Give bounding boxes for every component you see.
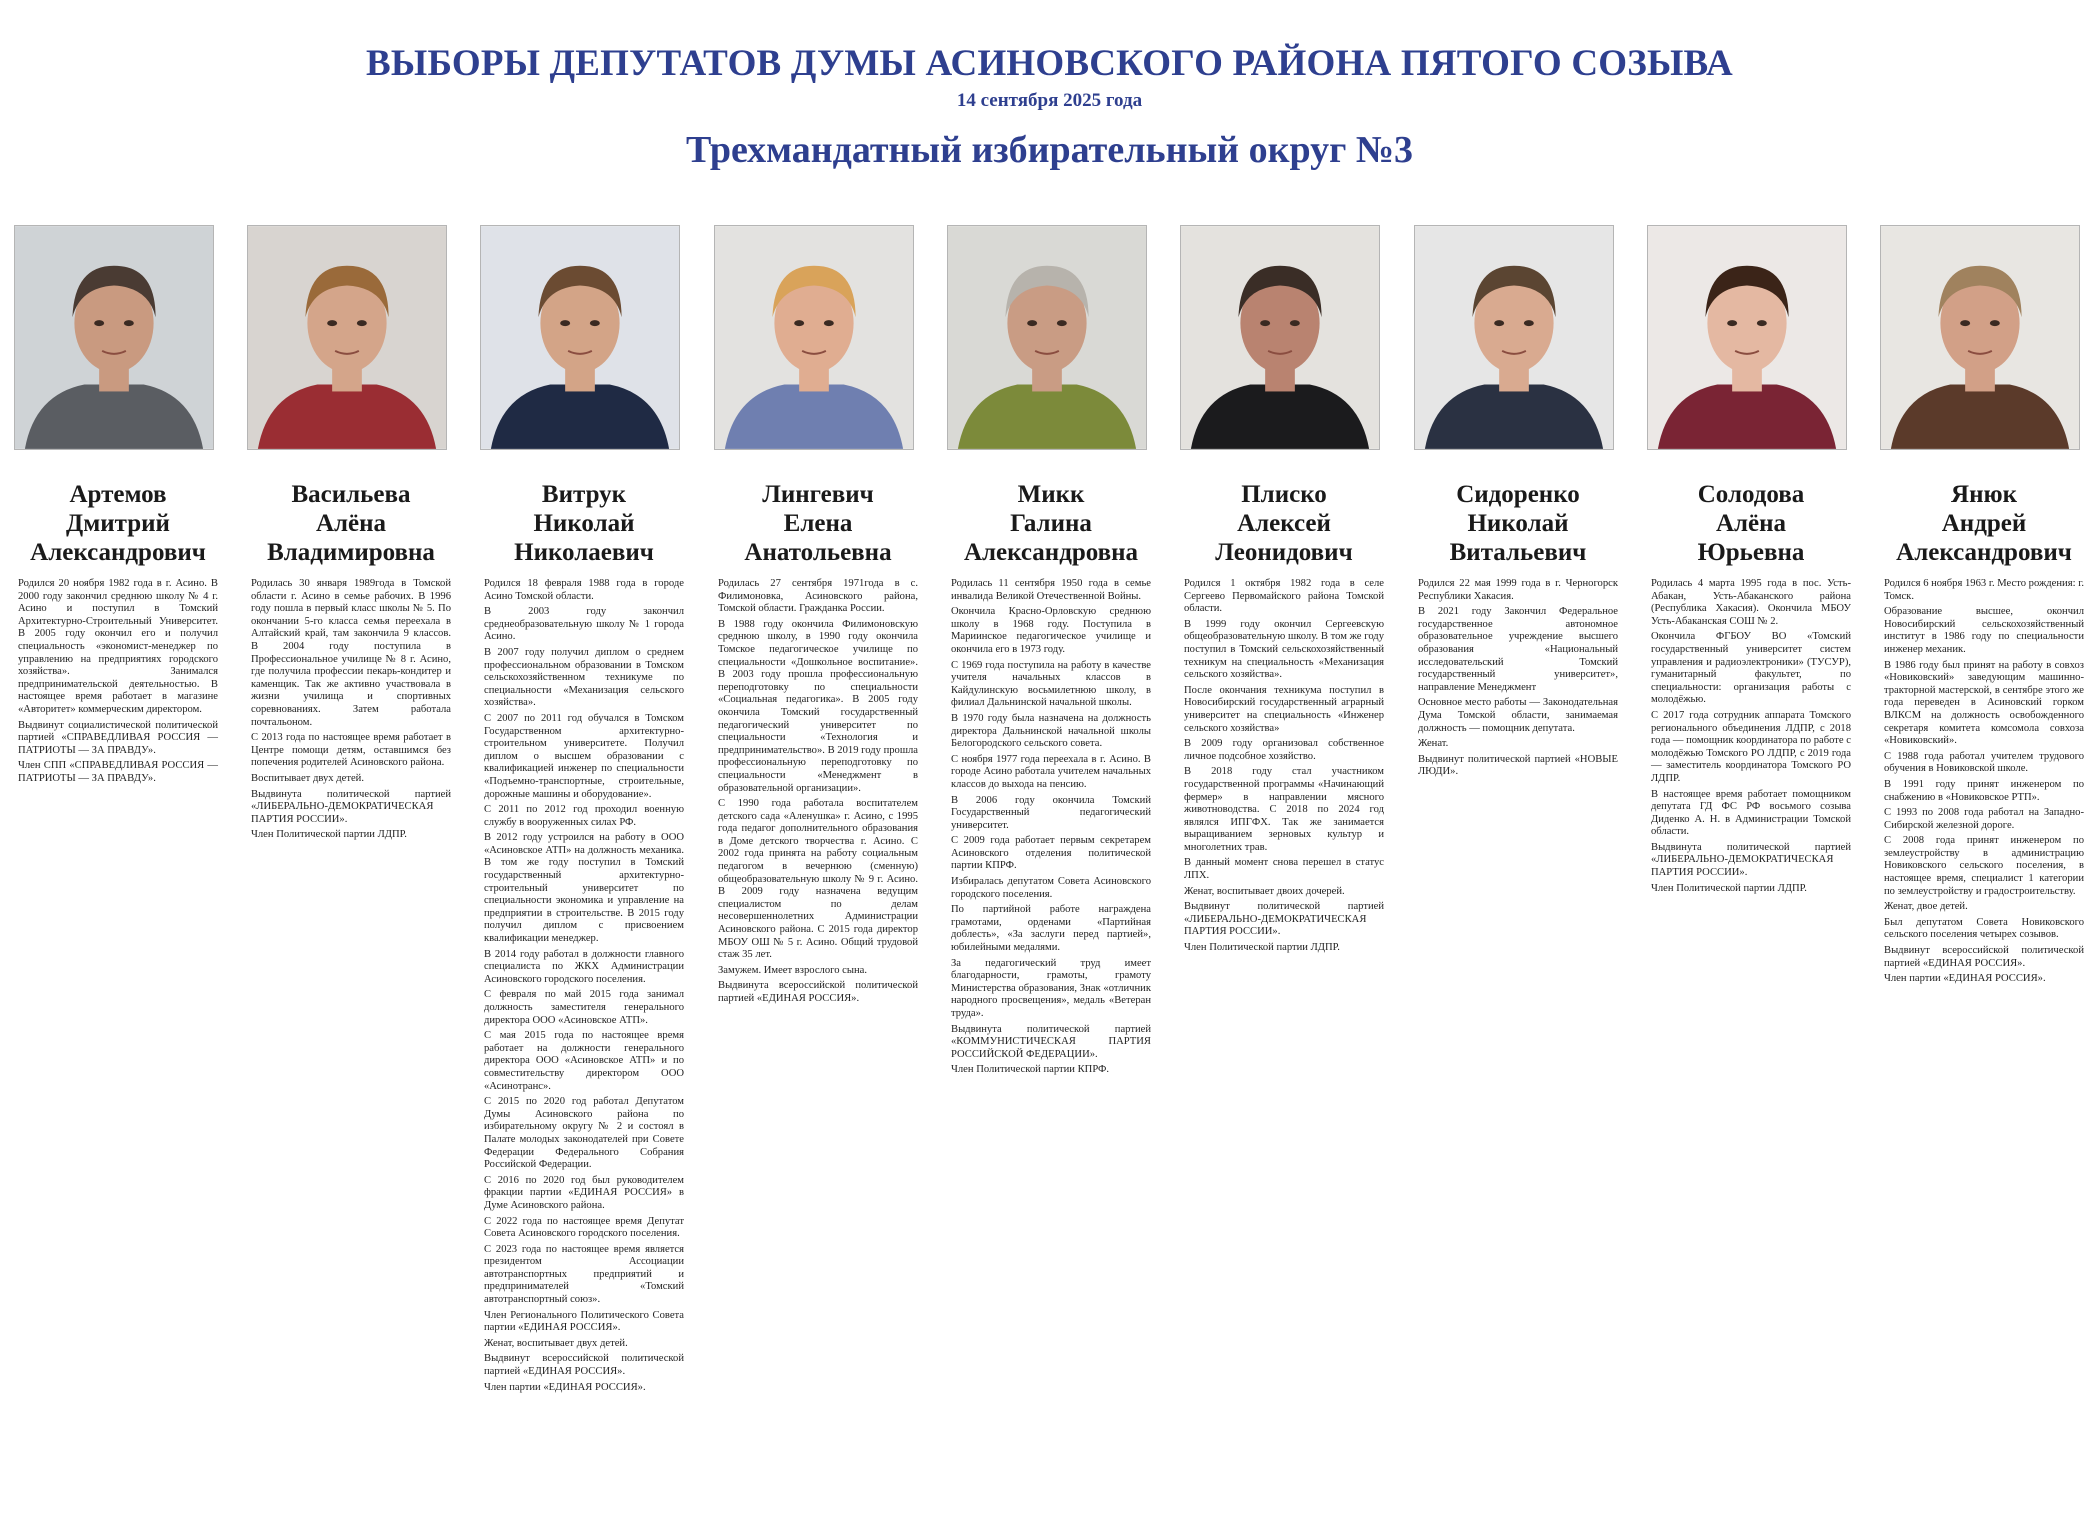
bio-paragraph: Выдвинут политической партией «ЛИБЕРАЛЬНО-ДЕМОКРАТИЧЕСКАЯ ПАРТИЯ РОССИИ». bbox=[1184, 901, 1384, 938]
portrait-icon bbox=[1648, 226, 1846, 449]
bio-paragraph: Выдвинут политической партией «НОВЫЕ ЛЮДИ». bbox=[1418, 753, 1618, 778]
bio-paragraph: Родилась 30 января 1989года в Томской области г. Асино в семье рабочих. В 1996 году пошла в первый класс школы № 5. По окончании 5-го класса семья переехала в Алтайский край, там закончила 9 классов. В 2004 году поступила в Профессиональное училище № 8 г. Асино, где получила профессии пекарь-кондитер и каменщик. Так же активно участвовала в жизни училища и спортивных соревнованиях. Затем работала почтальоном. bbox=[251, 578, 451, 728]
bio-paragraph: Член Политической партии КПРФ. bbox=[951, 1064, 1110, 1076]
bio-paragraph: Член Регионального Политического Совета партии «ЕДИНАЯ РОССИЯ». bbox=[484, 1309, 684, 1334]
bio-paragraph: За педагогический труд имеет благодарности, грамоты, грамоту Министерства образования, Знак «отличник народного просвещения», медаль «Ветеран труда». bbox=[951, 957, 1151, 1019]
bio-paragraph: С ноября 1977 года переехала в г. Асино. В городе Асино работала учителем начальных классов до выхода на пенсию. bbox=[951, 753, 1151, 790]
candidate-first: Дмитрий bbox=[66, 510, 170, 537]
bio-paragraph: Замужем. Имеет взрослого сына. bbox=[718, 964, 867, 976]
candidate-patronymic: Александрович bbox=[30, 539, 206, 566]
page-title: ВЫБОРЫ ДЕПУТАТОВ ДУМЫ АСИНОВСКОГО РАЙОНА ПЯТОГО СОЗЫВА bbox=[366, 43, 1733, 84]
bio-paragraph: С 2017 года сотрудник аппарата Томского регионального объединения ЛДПР, с 2018 года — помощник координатора по работе с молодёжью Томского РО ЛДПР, с 2019 года — заместитель координатора Томского РО ЛДПР. bbox=[1651, 709, 1851, 784]
candidate-name bbox=[470, 480, 698, 567]
candidate-first: Николай bbox=[533, 510, 635, 537]
bio-paragraph: С 1969 года поступила на работу в качестве учителя начальных классов в Кайдулинскую восьмилетнюю школу, в филиал Дальнинской начальной школы. bbox=[951, 659, 1151, 709]
candidate-photo bbox=[1880, 225, 2080, 450]
candidate-surname: Микк bbox=[1017, 481, 1085, 508]
candidate-photo bbox=[247, 225, 447, 450]
district-title: Трехмандатный избирательный округ №3 bbox=[685, 129, 1414, 171]
candidate-bio bbox=[1418, 578, 1618, 782]
bio-paragraph: Родился 18 февраля 1988 года в городе Асино Томской области. bbox=[484, 578, 684, 602]
bio-paragraph: Член Политической партии ЛДПР. bbox=[1184, 942, 1340, 954]
candidate-bio bbox=[1184, 578, 1384, 958]
candidate-name bbox=[704, 480, 932, 567]
candidate-columns bbox=[0, 225, 2099, 1515]
bio-paragraph: В 1999 году окончил Сергеевскую общеобразовательную школу. В том же году поступил в Томский сельскохозяйственный техникум на специальность «Механизация сельского хозяйства». bbox=[1184, 618, 1384, 681]
bio-paragraph: С 2016 по 2020 год был руководителем фракции партии «ЕДИНАЯ РОССИЯ» в Думе Асиновского района. bbox=[484, 1174, 684, 1211]
bio-paragraph: С 2023 года по настоящее время является президентом Ассоциации автотранспортных предприятий и предпринимателей «Томский автотранспортный союз». bbox=[484, 1243, 684, 1306]
candidate-photo bbox=[947, 225, 1147, 450]
candidate-bio bbox=[1884, 578, 2084, 989]
candidate-surname: Плиско bbox=[1241, 481, 1327, 508]
portrait-icon bbox=[15, 226, 213, 449]
portrait-icon bbox=[715, 226, 913, 449]
candidate-first: Алёна bbox=[1715, 510, 1787, 537]
bio-paragraph: В данный момент снова перешел в статус ЛПХ. bbox=[1184, 857, 1384, 882]
candidate-photo bbox=[714, 225, 914, 450]
candidate-patronymic: Николаевич bbox=[514, 539, 654, 566]
bio-paragraph: Выдвинута всероссийской политической партией «ЕДИНАЯ РОССИЯ». bbox=[718, 980, 918, 1004]
candidate-first: Алёна bbox=[315, 510, 387, 537]
bio-paragraph: В 2006 году окончила Томский Государственный педагогический университет. bbox=[951, 794, 1151, 831]
bio-paragraph: Член Политической партии ЛДПР. bbox=[251, 829, 407, 841]
bio-paragraph: Женат, воспитывает двух детей. bbox=[484, 1337, 628, 1349]
bio-paragraph: Воспитывает двух детей. bbox=[251, 772, 364, 784]
bio-paragraph: С 2008 года принят инженером по землеустройству в администрацию Новиковского сельского поселения, в настоящее время, специалист 1 категории по землеустройству и градостроительству. bbox=[1884, 835, 2084, 897]
bio-paragraph: Избиралась депутатом Совета Асиновского городского поселения. bbox=[951, 876, 1151, 900]
candidate-surname: Солодова bbox=[1697, 481, 1805, 508]
bio-paragraph: Выдвинута политической партией «ЛИБЕРАЛЬНО-ДЕМОКРАТИЧЕСКАЯ ПАРТИЯ РОССИИ». bbox=[251, 788, 451, 825]
candidate-surname: Артемов bbox=[69, 481, 167, 508]
candidate-name bbox=[937, 480, 1165, 567]
bio-paragraph: Окончила Красно-Орловскую среднюю школу в 1968 году. Поступила в Мариинское педагогическое училище и окончила его в 1973 году. bbox=[951, 606, 1151, 655]
candidate-bio bbox=[718, 578, 918, 1009]
portrait-icon bbox=[248, 226, 446, 449]
bio-paragraph: С февраля по май 2015 года занимал должность заместителя генерального директора ООО «Асиновское АТП». bbox=[484, 989, 684, 1026]
candidate-surname: Лингевич bbox=[762, 481, 874, 508]
candidate-patronymic: Леонидович bbox=[1215, 539, 1353, 566]
bio-paragraph: В 1986 году был принят на работу в совхоз «Новиковский» заведующим машинно-тракторной мастерской, в сентябре этого же года переведен в Асиновский горком ВЛКСМ на должность освобожденного секретаря комитета комсомола совхоза «Новиковский». bbox=[1884, 659, 2084, 747]
candidate-patronymic: Юрьевна bbox=[1697, 539, 1805, 566]
bio-paragraph: Родилась 4 марта 1995 года в пос. Усть-Абакан, Усть-Абаканского района (Республика Хакасия). Окончила МБОУ Усть-Абаканская СОШ № 2. bbox=[1651, 578, 1851, 627]
bio-paragraph: С 2007 по 2011 год обучался в Томском Государственном архитектурно-строительном университете. Получил диплом о высшем образовании с квалификацией инженер по специальности «Подъемно-транспортные, строительные, дорожные машины и оборудование». bbox=[484, 712, 684, 800]
bio-paragraph: С мая 2015 года по настоящее время работает на должности генерального директора ООО «Асиновское АТП» и по совместительству директором ООО «Асинотранс». bbox=[484, 1030, 684, 1092]
bio-paragraph: Родился 22 мая 1999 года в г. Черногорск Республики Хакасия. bbox=[1418, 578, 1618, 602]
portrait-icon bbox=[1415, 226, 1613, 449]
bio-paragraph: Родился 6 ноября 1963 г. Место рождения: г. Томск. bbox=[1884, 578, 2084, 602]
candidate-bio bbox=[484, 578, 684, 1397]
bio-paragraph: Основное место работы — Законодательная Дума Томской области, занимаемая должность — помощник депутата. bbox=[1418, 697, 1618, 734]
bio-paragraph: Член СПП «СПРАВЕДЛИВАЯ РОССИЯ — ПАТРИОТЫ — ЗА ПРАВДУ». bbox=[18, 760, 218, 784]
bio-paragraph: Родилась 11 сентября 1950 года в семье инвалида Великой Отечественной Войны. bbox=[951, 578, 1151, 602]
bio-paragraph: Выдвинут всероссийской политической партией «ЕДИНАЯ РОССИЯ». bbox=[484, 1353, 684, 1378]
bio-paragraph: В 2007 году получил диплом о среднем профессиональном образовании в Томском сельскохозяйственном техникуме по специальности «Механизация сельского хозяйства». bbox=[484, 646, 684, 709]
candidate-surname: Янюк bbox=[1951, 481, 2017, 508]
bio-paragraph: С 1988 года работал учителем трудового обучения в Новиковской школе. bbox=[1884, 750, 2084, 775]
portrait-icon bbox=[1181, 226, 1379, 449]
bio-paragraph: С 2009 года работает первым секретарем Асиновского отделения политической партии КПРФ. bbox=[951, 835, 1151, 872]
candidate-first: Андрей bbox=[1941, 510, 2027, 537]
candidate-first: Елена bbox=[783, 510, 853, 537]
bio-paragraph: Член партии «ЕДИНАЯ РОССИЯ». bbox=[484, 1381, 646, 1393]
bio-paragraph: В 1970 году была назначена на должность директора Дальнинской начальной школы Белогородского сельского совета. bbox=[951, 712, 1151, 750]
bio-paragraph: Родился 20 ноября 1982 года в г. Асино. В 2000 году закончил среднюю школу № 4 г. Асино и поступил в Томский Архитектурно-Строительный Университет. В 2005 году окончил его и получил специальность «экономист-менеджер по управлению на предприятиях городского хозяйства». Занимался предпринимательской деятельностью. В настоящее время работает в магазине «Авторитет» коммерческим директором. bbox=[18, 578, 218, 715]
bio-paragraph: С 2011 по 2012 год проходил военную службу в вооруженных силах РФ. bbox=[484, 804, 684, 828]
bio-paragraph: Женат, воспитывает двоих дочерей. bbox=[1184, 885, 1345, 897]
bio-paragraph: В 2021 году Закончил Федеральное государственное автономное образовательное учреждение высшего образования «Национальный исследовательский Томский государственный университет», направление Менеджмент bbox=[1418, 606, 1618, 693]
candidate-photo bbox=[1647, 225, 1847, 450]
candidate-surname: Васильева bbox=[291, 481, 411, 508]
bio-paragraph: Выдвинута политической партией «ЛИБЕРАЛЬНО-ДЕМОКРАТИЧЕСКАЯ ПАРТИЯ РОССИИ». bbox=[1651, 841, 1851, 879]
candidate-patronymic: Витальевич bbox=[1449, 539, 1587, 566]
portrait-icon bbox=[1881, 226, 2079, 449]
candidate-photo bbox=[14, 225, 214, 450]
bio-paragraph: В 2018 году стал участником государственной программы «Начинающий фермер» в направлении мясного животноводства. С 2018 по 2024 год являлся ИПГФХ. Так же занимается выращиванием зерновых культур и многолетних трав. bbox=[1184, 766, 1384, 853]
bio-paragraph: По партийной работе награждена грамотами, орденами «Партийная доблесть», «За заслуги перед партией», юбилейными медалями. bbox=[951, 904, 1151, 954]
candidate-name bbox=[1404, 480, 1632, 567]
bio-paragraph: Член партии «ЕДИНАЯ РОССИЯ». bbox=[1884, 973, 2046, 985]
candidate-first: Галина bbox=[1010, 510, 1092, 537]
candidate-patronymic: Александрович bbox=[1896, 539, 2072, 566]
candidate-name bbox=[4, 480, 232, 567]
candidate-bio bbox=[18, 578, 218, 789]
bio-paragraph: С 1993 по 2008 года работал на Западно-Сибирской железной дороге. bbox=[1884, 807, 2084, 831]
bio-paragraph: Родился 1 октября 1982 года в селе Сергеево Первомайского района Томской области. bbox=[1184, 578, 1384, 615]
bio-paragraph: Родилась 27 сентября 1971года в с. Филимоновка, Асиновского района, Томской области. Гражданка России. bbox=[718, 578, 918, 615]
candidate-first: Николай bbox=[1467, 510, 1569, 537]
bio-paragraph: В 2003 году закончил среднеобразовательную школу № 1 города Асино. bbox=[484, 606, 684, 643]
candidate-photo bbox=[480, 225, 680, 450]
candidate-name bbox=[237, 480, 465, 567]
bio-paragraph: Выдвинута политической партией «КОММУНИСТИЧЕСКАЯ ПАРТИЯ РОССИЙСКОЙ ФЕДЕРАЦИИ». bbox=[951, 1023, 1151, 1060]
bio-paragraph: В 2014 году работал в должности главного специалиста по ЖКХ Администрации Асиновского городского поселения. bbox=[484, 948, 684, 985]
candidate-patronymic: Александровна bbox=[963, 539, 1139, 566]
bio-paragraph: В 1988 году окончила Филимоновскую среднюю школу, в 1990 году окончила Томское педагогическое училище по специальности «Дошкольное воспитание». В 2003 году прошла профессиональную переподготовку по специальности «Социальная педагогика». В 2005 году окончила Томский государственный педагогический университет по специальности «Технология и предпринимательство». В 2019 году прошла профессиональную переподготовку по специальности «Менеджмент в образовательной организации». bbox=[718, 618, 918, 794]
bio-paragraph: В 1991 году принят инженером по снабжению в «Новиковское РТП». bbox=[1884, 778, 2084, 803]
candidate-name bbox=[1870, 480, 2098, 567]
bio-paragraph: Член Политической партии ЛДПР. bbox=[1651, 882, 1807, 894]
bio-paragraph: Образование высшее, окончил Новосибирский сельскохозяйственный институт в 1986 году по специальности инженер механик. bbox=[1884, 606, 2084, 655]
bio-paragraph: После окончания техникума поступил в Новосибирский государственный аграрный университет на специальность «Инженер сельского хозяйства» bbox=[1184, 684, 1384, 734]
candidate-bio bbox=[1651, 578, 1851, 898]
bio-paragraph: С 2013 года по настоящее время работает в Центре помощи детям, оставшимся без попечения родителей Асиновского района. bbox=[251, 732, 451, 769]
candidate-first: Алексей bbox=[1237, 510, 1331, 537]
bio-paragraph: С 2015 по 2020 год работал Депутатом Думы Асиновского района по избирательному округу № 2 и состоял в Палате молодых законодателей при Совете Федерации Федерального Собрания Российской Федерации. bbox=[484, 1096, 684, 1171]
portrait-icon bbox=[481, 226, 679, 449]
candidate-surname: Сидоренко bbox=[1456, 481, 1580, 508]
bio-paragraph: Был депутатом Совета Новиковского сельского поселения четырех созывов. bbox=[1884, 916, 2084, 941]
candidate-photo bbox=[1414, 225, 1614, 450]
candidate-patronymic: Анатольевна bbox=[744, 539, 892, 566]
bio-paragraph: Окончила ФГБОУ ВО «Томский государственный университет систем управления и радиоэлектроники» (ТУСУР), гуманитарный факультет, по специальности: организация работы с молодёжью. bbox=[1651, 631, 1851, 706]
bio-paragraph: С 1990 года работала воспитателем детского сада «Аленушка» г. Асино, с 1995 года педагог дополнительного образования в Доме детского творчества г. Асино. С 2002 года принята на работу социальным педагогом в вечернюю (сменную) общеобразовательную школу № 9 г. Асино. В 2009 году назначена ведущим специалистом по делам несовершеннолетних Администрации Асиновского района. С 2015 года директор МБОУ ОШ № 5 г. Асино. Общий трудовой стаж 35 лет. bbox=[718, 798, 918, 961]
candidate-name bbox=[1637, 480, 1865, 567]
candidate-photo bbox=[1180, 225, 1380, 450]
bio-paragraph: С 2022 года по настоящее время Депутат Совета Асиновского городского поселения. bbox=[484, 1215, 684, 1240]
candidate-patronymic: Владимировна bbox=[267, 539, 435, 566]
bio-paragraph: В настоящее время работает помощником депутата ГД ФС РФ восьмого созыва Диденко А. Н. в Администрации Томской области. bbox=[1651, 788, 1851, 838]
candidate-bio bbox=[951, 578, 1151, 1080]
bio-paragraph: Выдвинут всероссийской политической партией «ЕДИНАЯ РОССИЯ». bbox=[1884, 945, 2084, 969]
bio-paragraph: В 2009 году организовал собственное личное подсобное хозяйство. bbox=[1184, 738, 1384, 762]
portrait-icon bbox=[948, 226, 1146, 449]
bio-paragraph: Выдвинут социалистической политической партией «СПРАВЕДЛИВАЯ РОССИЯ — ПАТРИОТЫ — ЗА ПРАВДУ». bbox=[18, 719, 218, 756]
bio-paragraph: Женат, двое детей. bbox=[1884, 901, 1968, 913]
election-date: 14 сентября 2025 года bbox=[956, 90, 1143, 111]
bio-paragraph: Женат. bbox=[1418, 738, 1449, 750]
bio-paragraph: В 2012 году устроился на работу в ООО «Асиновское АТП» на должность механика. В том же году поступил в Томский государственный архитектурно-строительный университет по специальности экономика и управление на предприятии в строительстве. В 2015 году получил диплом с присвоением квалификации менеджер. bbox=[484, 832, 684, 945]
candidate-surname: Витрук bbox=[541, 481, 627, 508]
candidate-name bbox=[1170, 480, 1398, 567]
candidate-bio bbox=[251, 578, 451, 845]
